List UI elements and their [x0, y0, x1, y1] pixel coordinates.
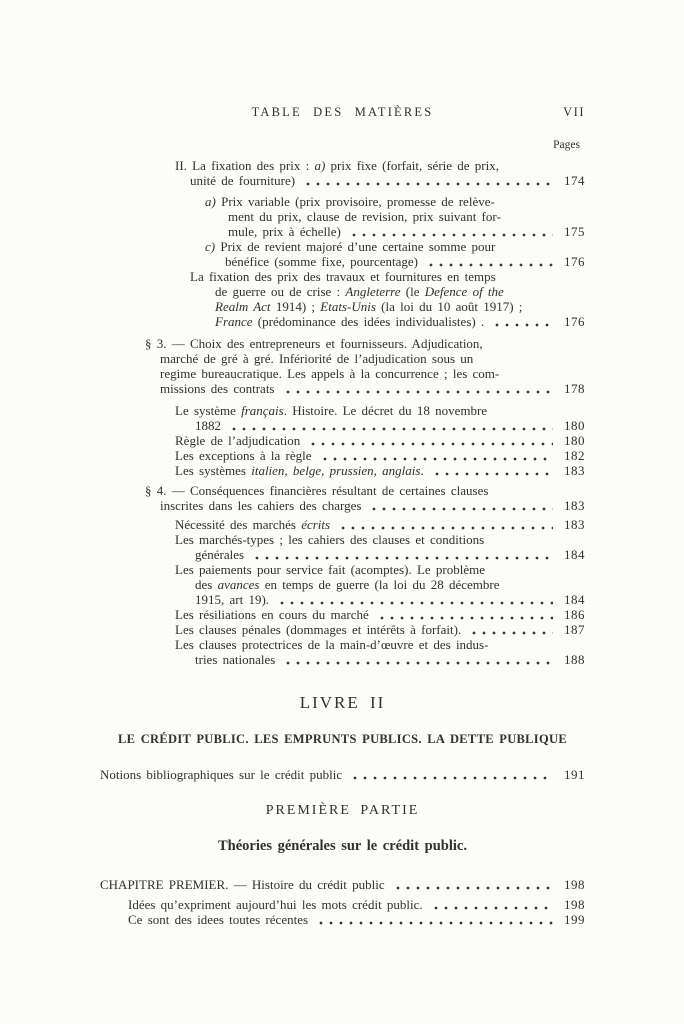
dot-leader — [283, 382, 554, 396]
toc-entry-text — [175, 403, 487, 418]
toc-entry-text — [160, 498, 361, 513]
toc-entry-text — [128, 912, 308, 927]
toc-entry-roman: Les résiliations en cours du marché — [175, 607, 369, 622]
toc-entry-roman: 1915, art 19). — [195, 592, 270, 607]
toc-entry-text — [175, 532, 484, 547]
toc-entry-roman: générales — [195, 547, 245, 562]
toc-entry-roman: mule, prix à échelle) — [228, 224, 341, 239]
toc-entry-text — [175, 607, 369, 622]
toc-entry-roman: inscrites dans les cahiers des charges — [160, 498, 362, 513]
toc-entry-text — [195, 418, 221, 433]
toc-line — [100, 562, 585, 577]
toc-line — [100, 433, 585, 448]
dot-leader — [283, 653, 553, 667]
page-number: 176 — [564, 314, 585, 329]
toc-line — [100, 351, 585, 366]
page-number: 175 — [564, 224, 585, 239]
toc-entry-roman: marché de gré à gré. Infériorité de l’adjudication sous un — [160, 351, 474, 366]
running-head — [100, 104, 585, 120]
livre-heading: LIVRE II — [299, 693, 386, 712]
toc-entry-text — [215, 299, 522, 314]
toc-entry-italic: a) — [205, 194, 216, 209]
toc-entry-text — [190, 173, 295, 188]
page-number: 176 — [564, 254, 585, 269]
dot-leader — [377, 608, 553, 622]
page-number: 182 — [564, 448, 585, 463]
page-title: TABLE DES MATIÈRES — [251, 105, 434, 119]
dot-leader — [308, 434, 553, 448]
toc-entry-roman: Nécessité des marchés — [175, 517, 302, 532]
toc-entry-text — [175, 433, 300, 448]
toc-entry-roman: Prix de revient majoré d’une certaine somme pour — [215, 239, 496, 254]
toc-entry-italic: France — [215, 314, 253, 329]
toc-entry-roman: . — [420, 463, 424, 478]
toc-line — [100, 577, 585, 592]
page-number: 188 — [564, 652, 585, 667]
toc-entry-italic: c) — [205, 239, 216, 254]
toc-line — [100, 622, 585, 637]
toc-line — [100, 194, 585, 209]
toc-entry-text — [100, 877, 385, 892]
toc-entry-roman: bénéfice (somme fixe, pourcentage) — [225, 254, 418, 269]
chapitre-lines-block — [100, 877, 585, 927]
toc-entry-roman: en temps de guerre (la loi du 28 décembre — [259, 577, 500, 592]
page-number: 198 — [564, 897, 585, 912]
dot-leader — [252, 548, 553, 562]
page-number: 183 — [564, 517, 585, 532]
toc-entry-roman: 1882 — [195, 418, 221, 433]
page-number: 187 — [564, 622, 585, 637]
toc-entry-roman: § 4. — Conséquences financières résultant de certaines clauses — [145, 483, 489, 498]
toc-entry-roman: unité de fourniture) — [190, 173, 296, 188]
toc-entry-text — [195, 577, 499, 592]
toc-entry-text — [190, 269, 496, 284]
dot-leader — [338, 518, 553, 532]
toc-line — [100, 592, 585, 607]
toc-entry-text — [195, 547, 244, 562]
toc-entry-text — [215, 284, 504, 299]
toc-entry-roman: . Histoire. Le décret du 18 novembre — [283, 403, 488, 418]
toc-entry-italic: Etats-Unis — [320, 299, 376, 314]
toc-line — [100, 767, 585, 782]
page-number: 174 — [564, 173, 585, 188]
toc-line — [100, 173, 585, 188]
toc-line — [100, 498, 585, 513]
toc-entry-text — [205, 239, 495, 254]
dot-leader — [349, 225, 553, 239]
dot-leader — [316, 913, 553, 927]
toc-line — [100, 897, 585, 912]
pages-column-label: Pages — [553, 139, 580, 151]
toc-entry-roman: Les paiements pour service fait (acomptes). Le problème — [175, 562, 485, 577]
toc-entry-roman: II. La fixation des prix : — [175, 158, 315, 173]
toc-line — [100, 336, 585, 351]
toc-entry-roman: CHAPITRE PREMIER. — Histoire du crédit public — [100, 877, 385, 892]
toc-line — [100, 314, 585, 329]
dot-leader — [492, 315, 553, 329]
page-number: 183 — [564, 463, 585, 478]
toc-entry-text — [100, 767, 342, 782]
toc-list — [100, 158, 585, 667]
toc-entry-text — [160, 366, 499, 381]
page-number: 180 — [564, 433, 585, 448]
toc-entry-roman: prix fixe (forfait, série de prix, — [325, 158, 499, 173]
toc-entry-text — [175, 637, 488, 652]
dot-leader — [393, 878, 553, 892]
toc-entry-roman: Les exceptions à la règle — [175, 448, 312, 463]
toc-line — [100, 912, 585, 927]
toc-entry-italic: a) — [314, 158, 326, 173]
toc-line — [100, 224, 585, 239]
toc-line — [100, 366, 585, 381]
toc-entry-text — [195, 652, 275, 667]
toc-entry-italic: écrits — [301, 517, 331, 532]
toc-entry-roman: regime bureaucratique. Les appels à la concurrence ; les com- — [160, 366, 500, 381]
toc-line — [100, 269, 585, 284]
toc-entry-text — [228, 224, 341, 239]
toc-entry-roman: des — [195, 577, 218, 592]
toc-line — [100, 381, 585, 396]
toc-entry-italic: français — [241, 403, 284, 418]
toc-entry-roman: (prédominance des idées individualistes) . — [252, 314, 485, 329]
toc-entry-roman: Idées qu’expriment aujourd’hui les mots crédit public. — [128, 897, 423, 912]
toc-entry-text — [195, 592, 269, 607]
toc-entry-roman: Prix variable (prix provisoire, promesse de relève- — [215, 194, 495, 209]
toc-line — [100, 637, 585, 652]
toc-entry-roman: de guerre ou de crise : — [215, 284, 346, 299]
toc-line — [100, 547, 585, 562]
biblio-line-block — [100, 767, 585, 782]
toc-entry-text — [160, 381, 275, 396]
page-number: 191 — [564, 767, 585, 782]
toc-line — [100, 652, 585, 667]
dot-leader — [426, 255, 553, 269]
dot-leader — [350, 768, 553, 782]
dot-leader — [229, 419, 553, 433]
toc-entry-text — [145, 483, 488, 498]
page-number: 184 — [564, 592, 585, 607]
toc-entry-italic: italien, belge, prussien, anglais — [251, 463, 421, 478]
toc-line — [100, 517, 585, 532]
toc-entry-roman: Ce sont des idees toutes récentes — [128, 912, 309, 927]
toc-entry-roman: Les clauses protectrices de la main-d’œuvre et des indus- — [175, 637, 489, 652]
toc-entry-roman: Les clauses pénales (dommages et intérêts à forfait). — [175, 622, 462, 637]
toc-entry-roman: missions des contrats — [160, 381, 275, 396]
toc-entry-roman: tries nationales — [195, 652, 276, 667]
dot-leader — [303, 174, 553, 188]
toc-entry-italic: Angleterre — [345, 284, 401, 299]
dot-leader — [277, 593, 553, 607]
toc-entry-italic: Realm Act — [215, 299, 271, 314]
toc-entry-roman: Les systèmes — [175, 463, 252, 478]
page-number: 178 — [564, 381, 585, 396]
page-number: 199 — [564, 912, 585, 927]
toc-entry-roman: Les marchés-types ; les cahiers des clauses et conditions — [175, 532, 485, 547]
dot-leader — [469, 623, 553, 637]
toc-entry-roman: § 3. — Choix des entrepreneurs et fournisseurs. Adjudication, — [145, 336, 483, 351]
toc-entry-text — [160, 351, 473, 366]
toc-line — [100, 483, 585, 498]
toc-line — [100, 284, 585, 299]
toc-line — [100, 299, 585, 314]
toc-entry-text — [128, 897, 423, 912]
partie-heading: PREMIÈRE PARTIE — [265, 803, 420, 818]
livre-title: LE CRÉDIT PUBLIC. LES EMPRUNTS PUBLICS. LA DETTE PUBLIQUE — [118, 732, 567, 746]
page-folio: VII — [563, 105, 585, 119]
toc-entry-roman: (la loi du 10 août 1917) ; — [375, 299, 523, 314]
toc-line — [100, 239, 585, 254]
toc-line — [100, 254, 585, 269]
toc-entry-italic: Defence of the — [424, 284, 504, 299]
dot-leader — [432, 464, 553, 478]
toc-entry-text — [205, 194, 495, 209]
toc-line — [100, 532, 585, 547]
toc-line — [100, 607, 585, 622]
toc-entry-roman: ment du prix, clause de revision, prix suivant for- — [228, 209, 501, 224]
toc-entry-text — [145, 336, 483, 351]
toc-line — [100, 209, 585, 224]
toc-line — [100, 403, 585, 418]
toc-entry-text — [175, 158, 499, 173]
page-number: 183 — [564, 498, 585, 513]
dot-leader — [320, 449, 554, 463]
toc-entry-text — [175, 517, 330, 532]
toc-entry-roman: (le — [400, 284, 425, 299]
toc-line — [100, 877, 585, 892]
toc-entry-text — [225, 254, 418, 269]
partie-title: Théories générales sur le crédit public. — [218, 838, 467, 854]
toc-line — [100, 418, 585, 433]
toc-entry-italic: avances — [217, 577, 260, 592]
toc-entry-text — [175, 463, 424, 478]
toc-entry-roman: 1914) ; — [270, 299, 321, 314]
page-number: 184 — [564, 547, 585, 562]
page-number: 198 — [564, 877, 585, 892]
toc-line — [100, 463, 585, 478]
toc-entry-text — [175, 622, 461, 637]
dot-leader — [369, 499, 553, 513]
toc-entry-roman: Règle de l’adjudication — [175, 433, 301, 448]
toc-entry-text — [228, 209, 501, 224]
toc-entry-text — [175, 562, 485, 577]
toc-line — [100, 158, 585, 173]
toc-entry-roman: Notions bibliographiques sur le crédit public — [100, 767, 343, 782]
page-number: 180 — [564, 418, 585, 433]
toc-entry-roman: Le système — [175, 403, 242, 418]
page-number: 186 — [564, 607, 585, 622]
toc-line — [100, 448, 585, 463]
toc-entry-text — [215, 314, 484, 329]
toc-entry-text — [175, 448, 312, 463]
dot-leader — [431, 898, 553, 912]
toc-entry-roman: La fixation des prix des travaux et fournitures en temps — [190, 269, 496, 284]
